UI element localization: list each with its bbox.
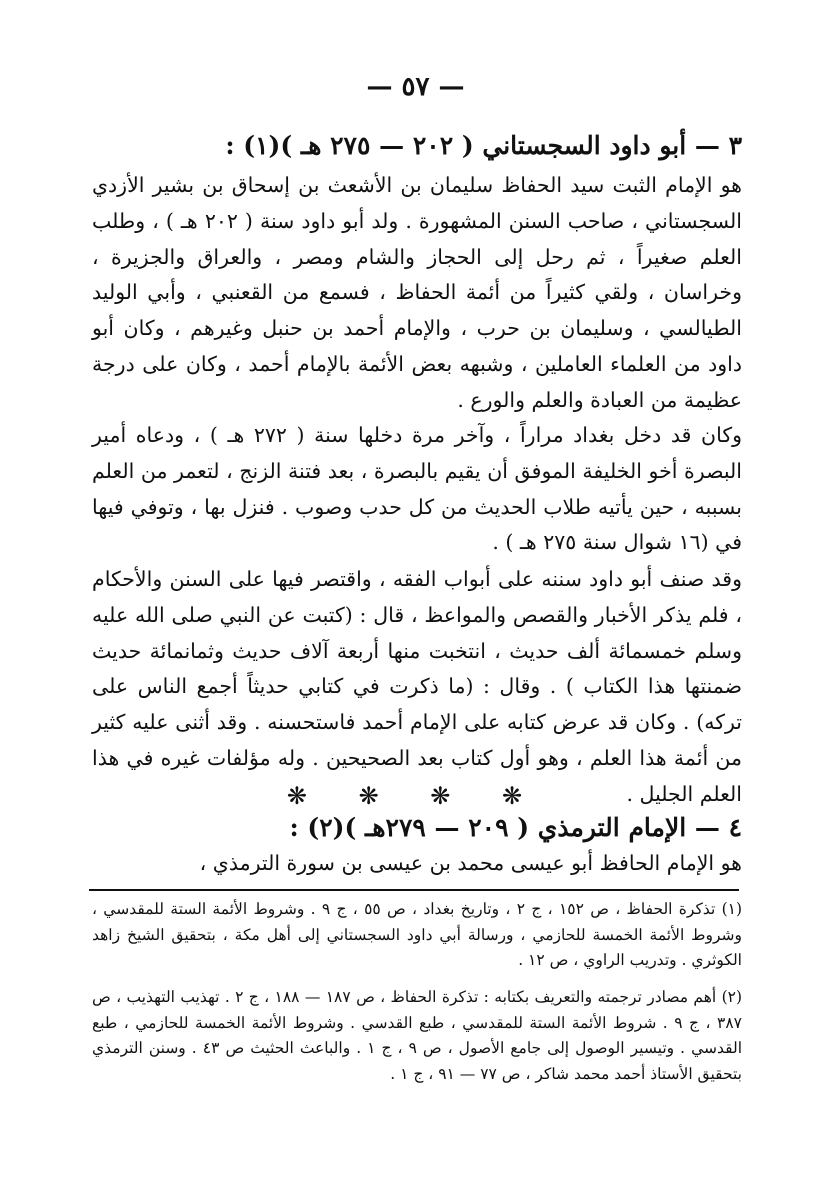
section-3-paragraph-3: وقد صنف أبو داود سننه على أبواب الفقه ، واقتصر فيها على السنن والأحكام ، فلم يذكر الأخبار والقصص والمواعظ ، قال : (كتبت عن النبي صلى الله عليه وسلم خمسمائة ألف حديث ، انتخبت منها أربعة آلاف حديث وثمانمائة حديث ضمنتها هذا الكتاب ) . وقال : (ما ذكرت في كتابي حديثاً أجمع الناس على تركه) . وكان قد عرض كتابه على الإمام أحمد فاستحسنه . وقد أثنى عليه كثير من أئمة هذا العلم ، وهو أول كتاب بعد الصحيحين . وله مؤلفات غيره في هذا العلم الجليل . — [92, 567, 742, 806]
page-number: — ٥٧ — — [366, 72, 465, 102]
ornament-divider: ❋ ❋ ❋ ❋ — [286, 782, 545, 810]
footnote-2: (٢) أهم مصادر ترجمته والتعريف بكتابه : تذكرة الحفاظ ، ص ١٨٧ — ١٨٨ ، ج ٢ . تهذيب التهذيب ، ص ٣٨٧ ، ج ٩ . شروط الأئمة الستة للمقدسي ، طبع القدسي . وشروط الأئمة الخمسة للحازمي ، طبع القدسي . وتيسير الوصول إلى جامع الأصول ، ص ٩ ، ج ١ . والباعث الحثيث ص ٤٣ . وسنن الترمذي بتحقيق الأستاذ أحمد محمد شاكر ، ص ٧٧ — ٩١ ، ج ١ . — [92, 988, 743, 1083]
section-4-heading: ٤ — الإمام الترمذي ( ٢٠٩ — ٢٧٩هـ )(٢) : — [289, 813, 742, 842]
section-3-paragraph-2: وكان قد دخل بغداد مراراً ، وآخر مرة دخلها سنة ( ٢٧٢ هـ ) ، ودعاه أمير البصرة أخو الخليفة الموفق أن يقيم بالبصرة ، بعد فتنة الزنج ، لتعمر من العلم بسببه ، حين يأتيه طلاب الحديث من كل حدب وصوب . فنزل بها ، وتوفي فيها في (١٦ شوال سنة ٢٧٥ هـ ) . — [92, 423, 742, 555]
section-3-heading: ٣ — أبو داود السجستاني ( ٢٠٢ — ٢٧٥ هـ )(١) : — [225, 131, 742, 160]
section-4-first-line: هو الإمام الحافظ أبو عيسى محمد بن عيسى بن سورة الترمذي ، — [199, 851, 742, 875]
footnote-separator — [89, 889, 739, 891]
section-3-paragraph-1: هو الإمام الثبت سيد الحفاظ سليمان بن الأشعث بن إسحاق بن بشير الأزدي السجستاني ، صاحب السنن المشهورة . ولد أبو داود سنة ( ٢٠٢ هـ ) ، وطلب العلم صغيراً ، ثم رحل إلى الحجاز والشام ومصر ، والعراق والجزيرة ، وخراسان ، ولقي كثيراً من أئمة الحفاظ ، فسمع من القعنبي ، وأبي الوليد الطيالسي ، وسليمان بن حرب ، والإمام أحمد بن حنبل وغيرهم ، وكان أبو داود من العلماء العاملين ، وشبهه بعض الأئمة بالإمام أحمد ، وكان على درجة عظيمة من العبادة والعلم والورع . — [92, 173, 742, 412]
footnote-1: (١) تذكرة الحفاظ ، ص ١٥٢ ، ج ٢ ، وتاريخ بغداد ، ص ٥٥ ، ج ٩ . وشروط الأئمة الستة للمقدسي ، وشروط الأئمة الخمسة للحازمي ، ورسالة أبي داود السجستاني إلى أهل مكة ، بتحقيق الشيخ زاهد الكوثري . وتدريب الراوي ، ص ١٢ . — [92, 900, 743, 969]
